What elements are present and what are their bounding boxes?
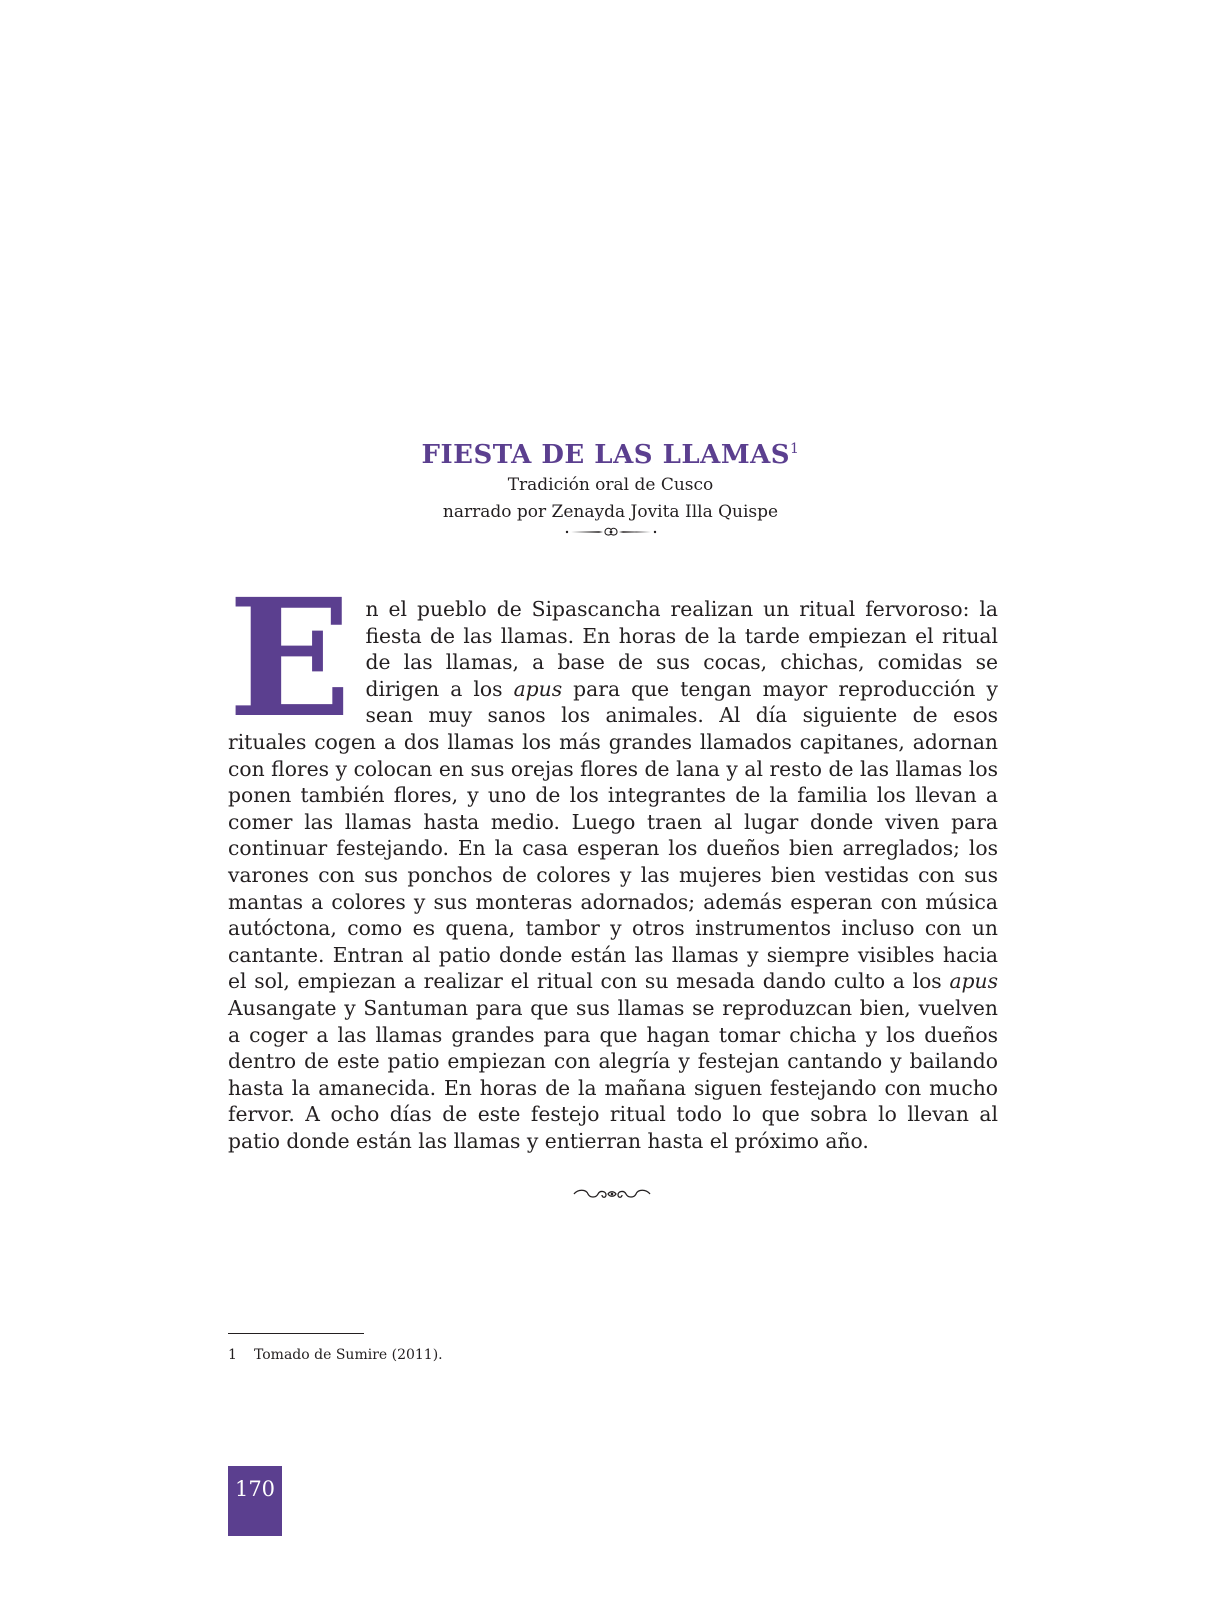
title-text: FIESTA DE LAS LLAMAS: [421, 440, 791, 470]
page-number: 170: [234, 1477, 276, 1501]
page-number-badge: [228, 1466, 282, 1536]
drop-cap: E: [228, 564, 352, 754]
body-text-part2: para que tengan mayor reproducción y sean muy sanos los animales. Al día siguiente de esos rituales cogen a dos llamas los más grandes llamados capitanes, adornan con flores y colocan en sus orejas flores de lana y al resto de las llamas los ponen también flores, y uno de los integrantes de la familia los llevan a comer las llamas hasta medio. Luego traen al lugar donde viven para continuar festejando. En la casa esperan los dueños bien arreglados; los varones con sus ponchos de colores y las mujeres bien vestidas con sus mantas a colores y sus monteras adornados; además esperan con música autóctona, como es quena, tambor y otros instrumentos incluso con un cantante. Entran al patio donde están las llamas y siempre visibles hacia el sol, empiezan a realizar el ritual con su mesada dando culto a los: [228, 676, 998, 994]
title-block: [0, 432, 1221, 526]
footnote: [228, 1346, 443, 1364]
body-italic-apus-1: apus: [513, 676, 563, 701]
end-flourish-icon: [572, 1186, 652, 1206]
subtitle-narrator: narrado por Zenayda Jovita Illa Quispe: [442, 502, 779, 522]
footnote-text: Tomado de Sumire (2011).: [254, 1347, 443, 1363]
footnote-rule: [228, 1333, 364, 1334]
divider-ornament-icon: [565, 524, 657, 543]
body-text-part3: Ausangate y Santuman para que sus llamas se reproduzcan bien, vuelven a coger a las llamas grandes para que hagan tomar chicha y los dueños dentro de este patio empiezan con alegría y festejan cantando y bailando hasta la amanecida. En horas de la mañana siguen festejando con mucho fervor. A ocho días de este festejo ritual todo lo que sobra lo llevan al patio donde están las llamas y entierran hasta el próximo año.: [228, 995, 998, 1153]
story-body: [228, 564, 998, 1154]
body-italic-apus-2: apus: [949, 969, 998, 994]
page-title: [0, 432, 1221, 472]
title-footnote-ref[interactable]: 1: [790, 441, 800, 457]
footnote-number: 1: [228, 1347, 237, 1363]
subtitle-origin: Tradición oral de Cusco: [507, 475, 714, 495]
body-text-part1: n el pueblo de Sipascancha realizan un ritual fervoroso: la fiesta de las llamas. En horas de la tarde empiezan el ritual de las llamas, a base de sus cocas, chichas, comidas se dirigen a los: [365, 597, 998, 701]
